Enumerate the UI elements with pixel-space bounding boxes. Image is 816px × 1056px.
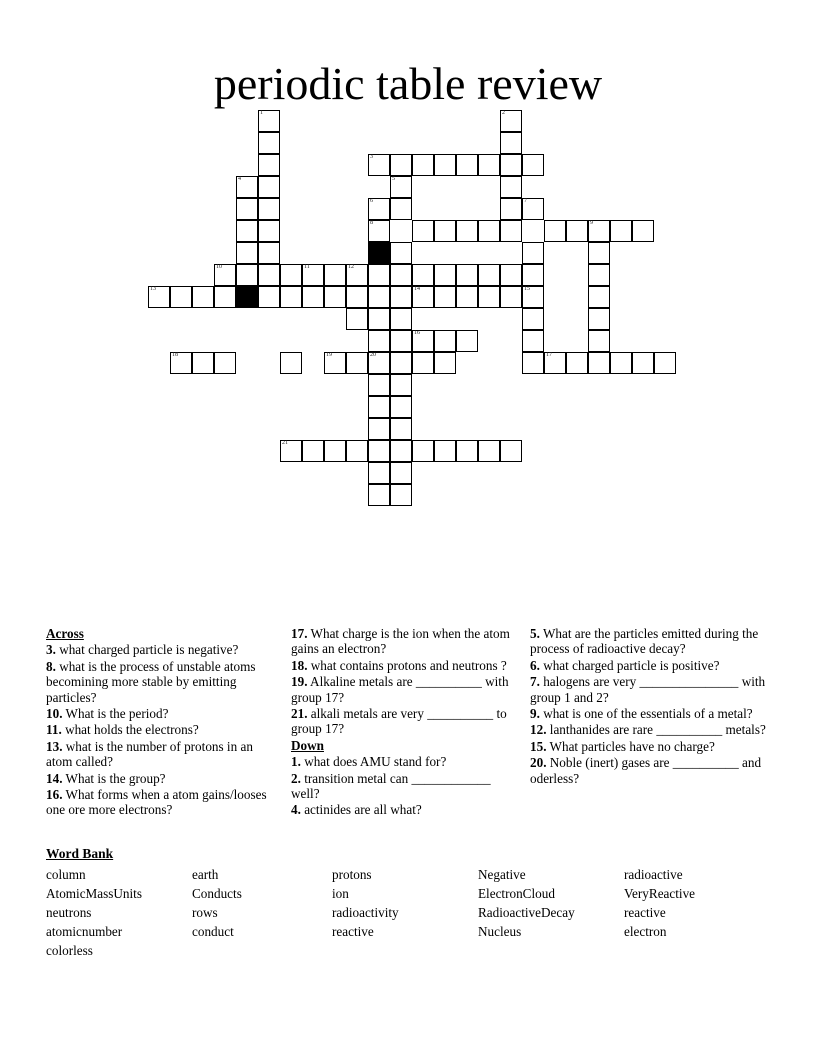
grid-cell[interactable] — [390, 418, 412, 440]
grid-cell[interactable] — [500, 198, 522, 220]
crossword-grid[interactable] — [0, 105, 816, 525]
grid-cell[interactable] — [434, 220, 456, 242]
clue-item — [530, 739, 770, 754]
grid-cell[interactable] — [368, 330, 390, 352]
clue-item — [291, 674, 513, 705]
grid-cell[interactable] — [346, 352, 368, 374]
clue-number: 15. — [530, 738, 547, 754]
grid-cell[interactable] — [368, 308, 390, 330]
grid-cell[interactable] — [390, 264, 412, 286]
grid-cell[interactable] — [368, 462, 390, 484]
word-bank-word: Conducts — [192, 886, 242, 901]
grid-cell[interactable] — [368, 418, 390, 440]
grid-cell-blocked — [368, 242, 390, 264]
clue-text: what holds the electrons? — [61, 722, 199, 738]
grid-cell-number: 7 — [524, 198, 527, 204]
grid-cell[interactable] — [390, 462, 412, 484]
grid-cell[interactable] — [522, 286, 544, 308]
grid-cell[interactable] — [412, 330, 434, 352]
clue-item — [291, 658, 513, 673]
grid-cell[interactable] — [522, 242, 544, 264]
grid-cell[interactable] — [192, 352, 214, 374]
grid-cell[interactable] — [192, 286, 214, 308]
clue-text: halogens are very _______________ with group 1 and 2? — [530, 674, 766, 705]
word-bank-word: VeryReactive — [624, 886, 696, 901]
clue-number: 10. — [46, 706, 63, 722]
grid-cell[interactable] — [566, 352, 588, 374]
grid-cell[interactable] — [588, 330, 610, 352]
grid-cell[interactable] — [412, 352, 434, 374]
grid-cell[interactable] — [236, 242, 258, 264]
grid-cell[interactable] — [258, 154, 280, 176]
clue-text: what does AMU stand for? — [300, 754, 447, 770]
grid-cell[interactable] — [390, 154, 412, 176]
word-bank-row — [46, 922, 770, 941]
clue-item — [46, 771, 274, 786]
grid-cell[interactable] — [368, 198, 390, 220]
clue-text: What is the period? — [62, 706, 169, 722]
grid-cell[interactable] — [302, 286, 324, 308]
grid-cell[interactable] — [632, 352, 654, 374]
grid-cell-number: 17 — [546, 352, 552, 358]
grid-cell[interactable] — [588, 286, 610, 308]
grid-cell[interactable] — [148, 286, 170, 308]
word-bank-empty — [192, 941, 332, 960]
clue-text: What are the particles emitted during the process of radioactive decay? — [530, 626, 759, 657]
clue-item — [46, 642, 274, 657]
word-bank-word: AtomicMassUnits — [46, 886, 142, 901]
grid-cell-number: 14 — [414, 286, 420, 292]
grid-cell[interactable] — [302, 264, 324, 286]
grid-cell[interactable] — [390, 198, 412, 220]
grid-cell[interactable] — [500, 110, 522, 132]
grid-cell[interactable] — [544, 352, 566, 374]
clues-column-2 — [291, 626, 513, 819]
word-bank-word: radioactivity — [332, 905, 399, 920]
grid-cell[interactable] — [588, 264, 610, 286]
clues-column-1 — [46, 626, 274, 819]
clue-item — [291, 626, 513, 657]
grid-cell-number: 2 — [502, 110, 505, 116]
grid-cell-number: 4 — [238, 176, 241, 182]
grid-cell[interactable] — [390, 176, 412, 198]
grid-cell[interactable] — [412, 264, 434, 286]
clue-item — [46, 659, 274, 705]
clue-number: 9. — [530, 706, 540, 722]
grid-cell[interactable] — [610, 352, 632, 374]
grid-cell[interactable] — [280, 264, 302, 286]
grid-cell[interactable] — [236, 220, 258, 242]
grid-cell[interactable] — [522, 154, 544, 176]
grid-cell[interactable] — [368, 440, 390, 462]
grid-cell[interactable] — [544, 220, 566, 242]
clue-item — [291, 754, 513, 769]
grid-cell[interactable] — [258, 286, 280, 308]
grid-cell[interactable] — [390, 330, 412, 352]
word-bank-empty — [624, 941, 770, 960]
clue-text: what charged particle is negative? — [55, 642, 239, 658]
grid-cell-number: 10 — [216, 264, 222, 270]
grid-cell-number: 5 — [392, 176, 395, 182]
grid-cell[interactable] — [368, 374, 390, 396]
clue-text: what is the number of protons in an atom called? — [46, 738, 253, 770]
clue-number: 1. — [291, 754, 301, 770]
grid-cell[interactable] — [500, 154, 522, 176]
grid-cell[interactable] — [588, 308, 610, 330]
grid-cell[interactable] — [368, 220, 390, 242]
grid-cell[interactable] — [588, 220, 610, 242]
grid-cell[interactable] — [412, 220, 434, 242]
clue-item — [530, 755, 770, 786]
grid-cell[interactable] — [522, 352, 544, 374]
word-bank-heading: Word Bank — [46, 846, 114, 861]
word-bank-row — [46, 884, 770, 903]
word-bank-word: RadioactiveDecay — [478, 905, 575, 920]
grid-cell-number: 6 — [370, 198, 373, 204]
clue-item — [530, 674, 770, 705]
grid-cell[interactable] — [434, 330, 456, 352]
grid-cell[interactable] — [214, 264, 236, 286]
word-bank-row — [46, 865, 770, 884]
clue-number: 3. — [46, 642, 56, 658]
clue-item — [530, 722, 770, 737]
grid-cell[interactable] — [566, 220, 588, 242]
grid-cell[interactable] — [368, 286, 390, 308]
word-bank-word: atomicnumber — [46, 924, 123, 939]
word-bank-word: electron — [624, 924, 667, 939]
grid-cell[interactable] — [456, 264, 478, 286]
clue-text: Alkaline metals are __________ with group 17? — [291, 674, 509, 705]
word-bank-word: radioactive — [624, 867, 683, 882]
grid-cell[interactable] — [280, 352, 302, 374]
grid-cell[interactable] — [500, 220, 522, 242]
grid-cell[interactable] — [434, 440, 456, 462]
grid-cell[interactable] — [390, 308, 412, 330]
grid-cell[interactable] — [456, 440, 478, 462]
clue-number: 5. — [530, 626, 540, 641]
grid-cell[interactable] — [324, 440, 346, 462]
grid-cell[interactable] — [588, 352, 610, 374]
grid-cell-number: 16 — [414, 330, 420, 336]
clue-number: 4. — [291, 802, 301, 818]
grid-cell[interactable] — [434, 154, 456, 176]
grid-cell-number: 11 — [304, 264, 310, 270]
word-bank-word: protons — [332, 867, 372, 882]
grid-cell[interactable] — [258, 198, 280, 220]
word-bank-word: Negative — [478, 867, 526, 882]
grid-cell-number: 15 — [524, 286, 530, 292]
clues-column-3 — [530, 626, 770, 787]
word-bank-word: Nucleus — [478, 924, 522, 939]
clue-number: 20. — [530, 755, 547, 771]
word-bank-empty — [478, 941, 624, 960]
word-bank-word: reactive — [332, 924, 374, 939]
grid-cell[interactable] — [390, 484, 412, 506]
grid-cell-number: 8 — [370, 220, 373, 226]
clue-number: 21. — [291, 706, 308, 722]
word-bank-word: conduct — [192, 924, 234, 939]
word-bank-word: rows — [192, 905, 218, 920]
grid-cell[interactable] — [434, 286, 456, 308]
grid-cell[interactable] — [346, 440, 368, 462]
grid-cell[interactable] — [258, 176, 280, 198]
grid-cell[interactable] — [456, 154, 478, 176]
grid-cell[interactable] — [610, 220, 632, 242]
clue-text: what contains protons and neutrons ? — [307, 657, 507, 673]
grid-cell[interactable] — [500, 286, 522, 308]
clue-text: Noble (inert) gases are __________ and oderless? — [530, 755, 762, 786]
grid-cell-number: 19 — [326, 352, 332, 358]
word-bank-row — [46, 941, 770, 960]
grid-cell[interactable] — [390, 286, 412, 308]
clue-item — [46, 706, 274, 721]
across-heading: Across — [46, 626, 84, 641]
grid-cell[interactable] — [522, 264, 544, 286]
grid-cell[interactable] — [500, 132, 522, 154]
word-bank-row — [46, 903, 770, 922]
clue-text: What forms when a atom gains/looses one ore more electrons? — [46, 787, 267, 818]
clue-item — [46, 722, 274, 737]
clue-item — [530, 658, 770, 673]
clue-text: transition metal can ____________ well? — [291, 770, 491, 802]
grid-cell[interactable] — [500, 264, 522, 286]
clue-text: What charge is the ion when the atom gains an electron? — [291, 626, 510, 657]
grid-cell[interactable] — [302, 440, 324, 462]
clue-number: 12. — [530, 722, 547, 738]
word-bank-word: colorless — [46, 943, 93, 958]
grid-cell[interactable] — [258, 220, 280, 242]
clue-number: 19. — [291, 674, 308, 690]
clue-number: 16. — [46, 787, 63, 803]
grid-cell[interactable] — [434, 352, 456, 374]
clue-text: lanthanides are rare __________ metals? — [546, 722, 766, 738]
grid-cell[interactable] — [258, 242, 280, 264]
grid-cell[interactable] — [368, 154, 390, 176]
grid-cell-number: 18 — [172, 352, 178, 358]
clue-text: actinides are all what? — [300, 802, 422, 818]
grid-cell[interactable] — [588, 242, 610, 264]
clue-number: 8. — [46, 658, 56, 674]
down-heading: Down — [291, 737, 324, 753]
grid-cell[interactable] — [236, 176, 258, 198]
grid-cell[interactable] — [170, 352, 192, 374]
grid-cell-number: 12 — [348, 264, 354, 270]
clue-item — [291, 706, 513, 737]
grid-cell-number: 20 — [370, 352, 376, 358]
grid-cell[interactable] — [236, 198, 258, 220]
clue-item — [46, 739, 274, 770]
word-bank-section — [46, 845, 770, 960]
grid-cell[interactable] — [390, 352, 412, 374]
grid-cell-number: 1 — [260, 110, 263, 116]
grid-cell[interactable] — [522, 198, 544, 220]
word-bank-word: ElectronCloud — [478, 886, 555, 901]
grid-cell[interactable] — [390, 396, 412, 418]
grid-cell-number: 21 — [282, 440, 288, 446]
grid-cell[interactable] — [500, 176, 522, 198]
grid-cell[interactable] — [412, 154, 434, 176]
page-title: periodic table review — [213, 57, 603, 109]
grid-cell[interactable] — [632, 220, 654, 242]
grid-cell-number: 3 — [370, 154, 373, 160]
clue-number: 11. — [46, 722, 62, 738]
word-bank-table — [46, 865, 770, 960]
grid-cell[interactable] — [478, 220, 500, 242]
grid-cell[interactable] — [522, 308, 544, 330]
clue-text: what is the process of unstable atoms becomining more stable by emitting particles? — [46, 658, 256, 705]
grid-cell[interactable] — [258, 110, 280, 132]
grid-cell[interactable] — [368, 264, 390, 286]
grid-cell[interactable] — [478, 440, 500, 462]
clue-text: What particles have no charge? — [546, 738, 715, 754]
grid-cell[interactable] — [346, 308, 368, 330]
grid-cell[interactable] — [324, 352, 346, 374]
grid-cell[interactable] — [654, 352, 676, 374]
word-bank-word: reactive — [624, 905, 666, 920]
grid-cell[interactable] — [434, 264, 456, 286]
grid-cell[interactable] — [456, 220, 478, 242]
grid-cell[interactable] — [236, 264, 258, 286]
clue-item — [291, 802, 513, 817]
word-bank-word: earth — [192, 867, 219, 882]
clue-text: what charged particle is positive? — [539, 657, 720, 673]
grid-cell[interactable] — [412, 286, 434, 308]
grid-cell[interactable] — [412, 440, 434, 462]
grid-cell[interactable] — [500, 440, 522, 462]
grid-cell-blocked — [236, 286, 258, 308]
grid-cell[interactable] — [324, 264, 346, 286]
grid-cell[interactable] — [258, 264, 280, 286]
clue-item — [530, 626, 770, 657]
grid-cell[interactable] — [478, 154, 500, 176]
grid-cell[interactable] — [280, 286, 302, 308]
clue-number: 13. — [46, 738, 63, 754]
clue-item — [530, 706, 770, 721]
word-bank-word: ion — [332, 886, 349, 901]
grid-cell[interactable] — [258, 132, 280, 154]
clue-number: 2. — [291, 770, 301, 786]
grid-cell[interactable] — [214, 286, 236, 308]
clue-item — [46, 787, 274, 818]
clue-number: 7. — [530, 674, 540, 690]
clue-text: alkali metals are very __________ to group 17? — [291, 706, 507, 737]
grid-cell[interactable] — [390, 374, 412, 396]
word-bank-empty — [332, 941, 478, 960]
grid-cell[interactable] — [324, 286, 346, 308]
grid-cell[interactable] — [478, 286, 500, 308]
grid-cell[interactable] — [214, 352, 236, 374]
grid-cell[interactable] — [390, 440, 412, 462]
grid-cell[interactable] — [456, 286, 478, 308]
clue-text: What is the group? — [62, 770, 166, 786]
grid-cell[interactable] — [170, 286, 192, 308]
grid-cell[interactable] — [368, 352, 390, 374]
grid-cell[interactable] — [368, 396, 390, 418]
grid-cell[interactable] — [456, 330, 478, 352]
grid-cell[interactable] — [346, 286, 368, 308]
grid-cell-number: 13 — [150, 286, 156, 292]
clues-section — [46, 626, 770, 831]
clue-item — [291, 771, 513, 802]
clue-number: 17. — [291, 626, 308, 641]
word-bank-word: column — [46, 867, 86, 882]
grid-cell[interactable] — [522, 330, 544, 352]
grid-cell[interactable] — [390, 242, 412, 264]
grid-cell-number: 9 — [590, 220, 593, 226]
clue-number: 14. — [46, 770, 63, 786]
grid-cell[interactable] — [478, 264, 500, 286]
grid-cell[interactable] — [280, 440, 302, 462]
clue-number: 6. — [530, 657, 540, 673]
clue-text: what is one of the essentials of a metal? — [539, 706, 753, 722]
grid-cell[interactable] — [368, 484, 390, 506]
word-bank-word: neutrons — [46, 905, 92, 920]
grid-cell[interactable] — [346, 264, 368, 286]
clue-number: 18. — [291, 657, 308, 673]
